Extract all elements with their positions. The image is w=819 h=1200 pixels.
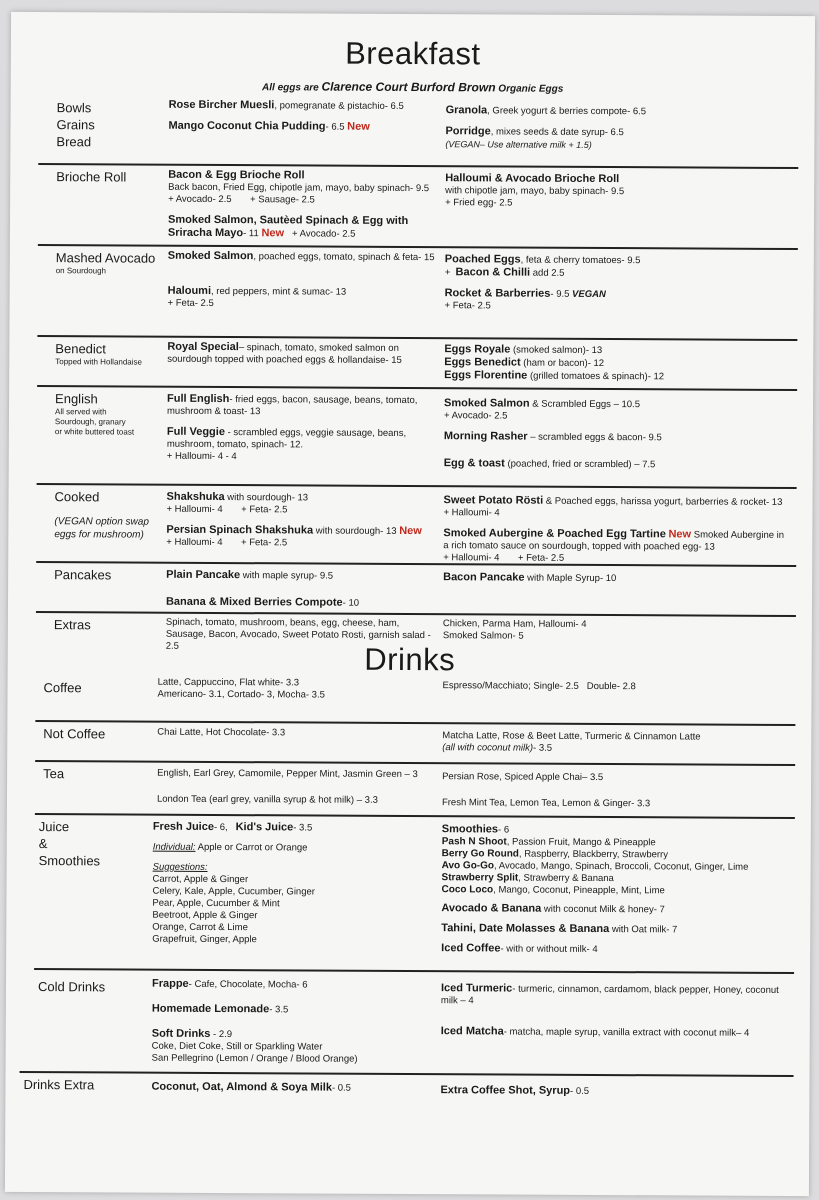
column-right: Chicken, Parma Ham, Halloumi- 4 Smoked Salmon- 5 bbox=[442, 618, 587, 642]
section-benedict bbox=[37, 335, 797, 389]
category-label: Mashed Avocado on Sourdough bbox=[55, 250, 156, 276]
column-left: Latte, Cappuccino, Flat white- 3.3 Americano- 3.1, Cortado- 3, Mocha- 3.5 bbox=[157, 676, 325, 701]
category-label: Coffee bbox=[43, 680, 82, 696]
column-left: Royal Special– spinach, tomato, smoked salmon on sourdough topped with poached eggs & hollandaise- 15 bbox=[167, 340, 402, 366]
section-drinks-extra bbox=[19, 1071, 793, 1107]
category-label: Bowls Grains Bread bbox=[56, 100, 95, 150]
column-left: Chai Latte, Hot Chocolate- 3.3 bbox=[157, 726, 286, 739]
section-coffee bbox=[35, 676, 795, 720]
smoothie-item: Avo Go-Go, Avocado, Mango, Spinach, Broccoli, Coconut, Ginger, Lime bbox=[441, 860, 749, 873]
smoothie-item: Strawberry Split, Strawberry & Banana bbox=[441, 872, 614, 885]
category-label: English All served with Sourdough, granary or white buttered toast bbox=[54, 391, 135, 437]
smoothie-item: Pash N Shoot, Passion Fruit, Mango & Pineapple bbox=[441, 836, 656, 849]
suggestion-item: Celery, Kale, Apple, Cucumber, Ginger bbox=[152, 885, 315, 898]
section-avocado bbox=[37, 244, 797, 340]
column-left: Rose Bircher Muesli, pomegranate & pistachio- 6.5 Mango Coconut Chia Pudding- 6.5 New bbox=[168, 98, 404, 133]
column-right: Iced Turmeric- turmeric, cinnamon, cardamom, black pepper, Honey, coconut milk – 4 Iced Matcha- matcha, maple syrup, vanilla extract with coconut milk– 4 bbox=[440, 982, 779, 1039]
column-left: Smoked Salmon, poached eggs, tomato, spinach & feta- 15 Haloumi, red peppers, mint & sumac- 13 + Feta- 2.5 bbox=[167, 249, 435, 309]
column-left: Fresh Juice- 6, Kid's Juice- 3.5 Individual: Apple or Carrot or Orange Suggestions: Carrot, Apple & Ginger Celery, Kale, Apple, Cucumber, Ginger Pear, Apple, Cucumber & Mint Beetroot, Apple & Ginger Orange, Carrot & Lime Grapefruit, Ginger, Apple bbox=[152, 821, 423, 947]
section-cold-drinks bbox=[34, 968, 795, 1076]
column-left: Plain Pancake with maple syrup- 9.5 Banana & Mixed Berries Compote- 10 bbox=[165, 568, 360, 609]
section-bowls bbox=[38, 96, 798, 166]
column-left: Frappe- Cafe, Chocolate, Mocha- 6 Homemade Lemonade- 3.5 Soft Drinks - 2.9 Coke, Diet Coke, Still or Sparkling Water San Pellegrino (Lemon / Orange / Blood Orange) bbox=[151, 977, 358, 1065]
section-juice bbox=[34, 813, 795, 971]
suggestion-item: Grapefruit, Ginger, Apple bbox=[152, 933, 257, 946]
category-label: Pancakes bbox=[54, 567, 112, 583]
column-right: Granola, Greek yogurt & berries compote- 6.5 Porridge, mixes seeds & date syrup- 6.5 (VEGAN– Use alternative milk + 1.5) bbox=[445, 104, 647, 150]
suggestion-item: Orange, Carrot & Lime bbox=[152, 921, 248, 934]
column-right: Halloumi & Avocado Brioche Roll with chipotle jam, mayo, baby spinach- 9.5 + Fried egg- 2.5 bbox=[445, 172, 625, 209]
column-left: Bacon & Egg Brioche Roll Back bacon, Fried Egg, chipotle jam, mayo, baby spinach- 9.5 + Avocado- 2.5 + Sausage- 2.5 Smoked Salmon, Sautèed Spinach & Egg with Sriracha Mayo- 11 New + Avocado- 2.5 bbox=[167, 168, 430, 240]
drinks-title: Drinks bbox=[364, 641, 456, 678]
suggestion-item: Beetroot, Apple & Ginger bbox=[152, 909, 258, 922]
section-tea bbox=[35, 760, 795, 816]
category-label: Cold Drinks bbox=[37, 979, 106, 995]
column-right: Matcha Latte, Rose & Beet Latte, Turmeric & Cinnamon Latte (all with coconut milk)- 3.5 bbox=[442, 730, 701, 754]
column-right: Sweet Potato Rösti & Poached eggs, harissa yogurt, barberries & rocket- 13 + Halloumi- 4 Smoked Aubergine & Poached Egg Tartine New Smoked Aubergine in a rich tomato sauce on sourdough, topped with poached egg- 13 + Halloumi- 4 + Feta- 2.5 bbox=[443, 494, 785, 564]
column-right: Extra Coffee Shot, Syrup- 0.5 bbox=[440, 1084, 590, 1097]
eggs-subtitle: All eggs are Clarence Court Burford Brown Organic Eggs bbox=[262, 79, 564, 95]
section-cooked bbox=[36, 483, 796, 567]
column-right: Persian Rose, Spiced Apple Chai– 3.5 Fresh Mint Tea, Lemon Tea, Lemon & Ginger- 3.3 bbox=[441, 771, 651, 810]
column-left: Shakshuka with sourdough- 13 + Halloumi- 4 + Feta- 2.5 Persian Spinach Shakshuka with sourdough- 13 New + Halloumi- 4 + Feta- 2.5 bbox=[166, 490, 422, 549]
column-left: English, Earl Grey, Camomile, Pepper Mint, Jasmin Green – 3 London Tea (earl grey, vanilla syrup & hot milk) – 3.3 bbox=[156, 767, 418, 806]
category-label: Benedict Topped with Hollandaise bbox=[55, 341, 143, 367]
column-right: Eggs Royale (smoked salmon)- 13 Eggs Benedict (ham or bacon)- 12 Eggs Florentine (grilled tomatoes & spinach)- 12 bbox=[444, 343, 665, 383]
smoothies-list bbox=[441, 836, 786, 898]
menu-page bbox=[5, 12, 815, 1196]
category-label: Tea bbox=[43, 766, 65, 782]
column-right: Smoked Salmon & Scrambled Eggs – 10.5 + Avocado- 2.5 Morning Rasher – scrambled eggs & bacon- 9.5 Egg & toast (poached, fried or scrambled) – 7.5 bbox=[443, 397, 662, 471]
suggestion-item: Carrot, Apple & Ginger bbox=[152, 873, 249, 886]
suggestions-list bbox=[152, 874, 422, 947]
column-left: Spinach, tomato, mushroom, beans, egg, cheese, ham, Sausage, Bacon, Avocado, Sweet Potato Rosti, garnish salad - 2.5 bbox=[165, 616, 431, 652]
category-label: Not Coffee bbox=[43, 726, 106, 742]
category-label: Brioche Roll bbox=[56, 169, 127, 185]
column-left: Full English- fried eggs, bacon, sausage, beans, tomato, mushroom & toast- 13 Full Veggie - scrambled eggs, veggie sausage, beans, mushroom, tomato, spinach- 12. + Halloumi- 4 - 4 bbox=[166, 392, 418, 463]
section-not-coffee bbox=[35, 720, 795, 764]
breakfast-title: Breakfast bbox=[345, 35, 481, 72]
category-label: Juice & Smoothies bbox=[38, 819, 101, 869]
category-label: Drinks Extra bbox=[23, 1076, 95, 1093]
section-brioche bbox=[38, 163, 798, 249]
column-right: Bacon Pancake with Maple Syrup- 10 bbox=[443, 571, 617, 585]
column-right: Espresso/Macchiato; Single- 2.5 Double- 2.8 bbox=[442, 680, 636, 693]
section-pancakes bbox=[36, 561, 796, 615]
category-label: Extras bbox=[53, 617, 91, 633]
section-english bbox=[37, 385, 798, 487]
smoothie-item: Berry Go Round, Raspberry, Blackberry, Strawberry bbox=[441, 848, 669, 861]
column-left: Coconut, Oat, Almond & Soya Milk- 0.5 bbox=[151, 1080, 352, 1094]
smoothie-item: Coco Loco, Mango, Coconut, Pineapple, Mint, Lime bbox=[441, 884, 665, 897]
category-label: Cooked (VEGAN option swap eggs for mushroom) bbox=[54, 489, 149, 541]
column-right: Smoothies- 6 Pash N Shoot, Passion Fruit, Mango & Pineapple Berry Go Round, Raspberry, Blackberry, Strawberry Avo Go-Go, Avocado, Mango, Spinach, Broccoli, Coconut, Ginger, Lime Strawberry Split, Strawberry & Banana Coco Loco, Mango, Coconut, Pineapple, Mint, Lime Avocado & Banana with coconut Milk & honey- 7 Tahini, Date Molasses & Banana with Oat milk- 7 Iced Coffee- with or without milk- 4 bbox=[441, 823, 787, 957]
suggestion-item: Pear, Apple, Cucumber & Mint bbox=[152, 897, 280, 910]
column-right: Poached Eggs, feta & cherry tomatoes- 9.5 + Bacon & Chilli add 2.5 Rocket & Barberries- 9.5 VEGAN + Feta- 2.5 bbox=[444, 253, 641, 312]
